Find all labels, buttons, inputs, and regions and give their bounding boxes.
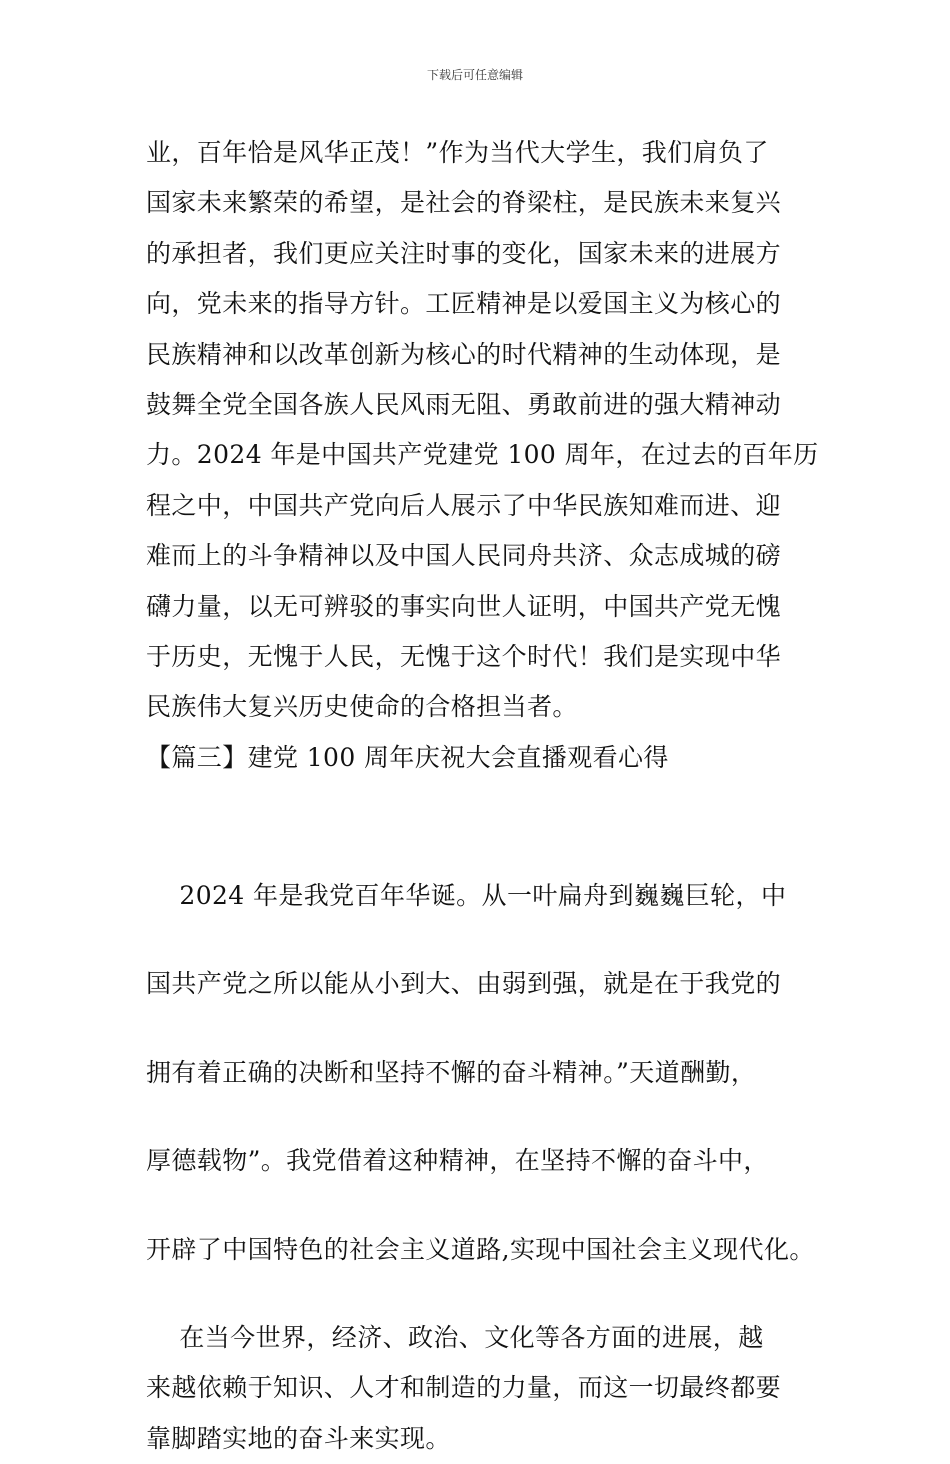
text-line: 拥有着正确的决断和坚持不懈的奋斗精神。”天道酬勤，	[146, 1057, 757, 1087]
text-line: 业，百年恰是风华正茂！”作为当代大学生，我们肩负了	[146, 138, 769, 167]
blank-line	[146, 783, 810, 833]
text-line: 厚德载物”。我党借着这种精神，在坚持不懈的奋斗中，	[146, 1146, 769, 1176]
text-line: 来越依赖于知识、人才和制造的力量，而这一切最终都要	[146, 1373, 782, 1403]
text-line: 靠脚踏实地的奋斗来实现。	[146, 1423, 451, 1453]
text-line: 在当今世界，经济、政治、文化等各方面的进展，越	[146, 1323, 764, 1353]
text-line: 鼓舞全党全国各族人民风雨无阻、勇敢前进的强大精神动	[146, 389, 782, 419]
text-line: 国共产党之所以能从小到大、由弱到强，就是在于我党的	[146, 969, 782, 999]
text-line: 开辟了中国特色的社会主义道路,实现中国社会主义现代化。	[146, 1234, 815, 1264]
text-line: 2024 年是我党百年华诞。从一叶扁舟到巍巍巨轮，中	[146, 881, 787, 911]
text-line: 力。2024 年是中国共产党建党 100 周年，在过去的百年历	[146, 440, 819, 470]
paragraph-2	[146, 833, 815, 1313]
text-line: 民族伟大复兴历史使命的合格担当者。	[146, 692, 578, 722]
section-heading: 【篇三】建党 100 周年庆祝大会直播观看心得	[146, 742, 669, 772]
text-line: 国家未来繁荣的希望，是社会的脊梁柱，是民族未来复兴	[146, 188, 782, 218]
text-line: 民族精神和以改革创新为核心的时代精神的生动体现，是	[146, 339, 782, 369]
text-line: 难而上的斗争精神以及中国人民同舟共济、众志成城的磅	[146, 541, 782, 571]
text-line: 于历史，无愧于人民，无愧于这个时代！我们是实现中华	[146, 641, 782, 671]
text-line: 向，党未来的指导方针。工匠精神是以爱国主义为核心的	[146, 289, 782, 319]
paragraph-3	[146, 1313, 810, 1464]
text-line: 程之中，中国共产党向后人展示了中华民族知难而进、迎	[146, 490, 782, 520]
text-line: 礴力量，以无可辨驳的事实向世人证明，中国共产党无愧	[146, 591, 782, 621]
page-header-note: 下载后可任意编辑	[426, 68, 523, 82]
text-line: 的承担者，我们更应关注时事的变化，国家未来的进展方	[146, 238, 782, 268]
document-body	[146, 128, 819, 1464]
paragraph-1	[146, 128, 819, 733]
